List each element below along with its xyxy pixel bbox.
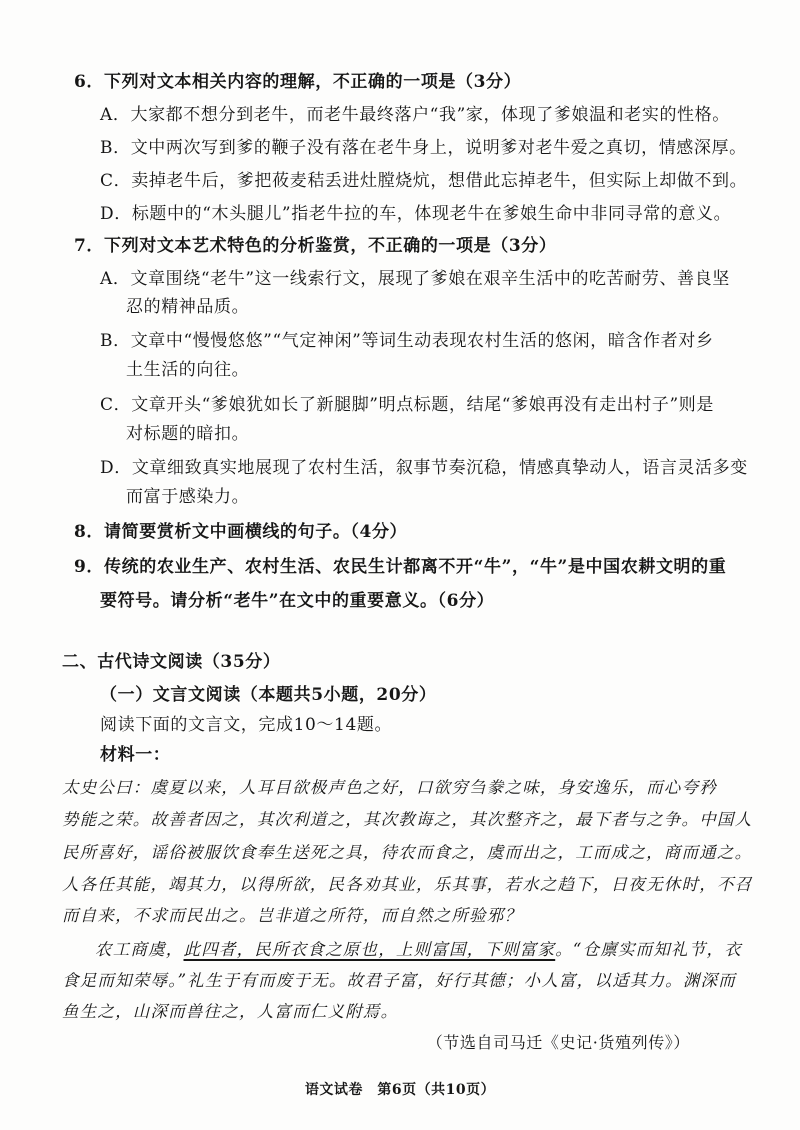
question-7-option-c-cont: 对标题的暗扣。 <box>126 424 250 444</box>
passage-p1-line2: 势能之荣。故善者因之，其次利道之，其次教诲之，其次整齐之，最下者与之争。中国人 <box>62 810 753 829</box>
question-7-option-b-cont: 土生活的向往。 <box>126 360 250 380</box>
passage-p1-line1: 太史公曰：虞夏以来，人耳目欲极声色之好，口欲穷刍豢之味，身安逸乐，而心夸矜 <box>62 778 717 797</box>
question-8: 8．请简要赏析文中画横线的句子。（4分） <box>74 522 408 542</box>
question-7-option-a-cont: 忍的精神品质。 <box>126 297 250 317</box>
question-9-line1: 9．传统的农业生产、农村生活、农民生计都离不开“牛”，“牛”是中国农耕文明的重 <box>74 557 727 577</box>
passage-p2-line2: 食足而知荣辱。”礼生于有而废于无。故君子富，好行其德；小人富，以适其力。渊深而 <box>62 971 736 990</box>
passage-p1-line3: 民所喜好，谣俗被服饮食奉生送死之具，待农而食之，虞而出之，工而成之，商而通之。 <box>62 843 753 862</box>
question-6-option-a: A．大家都不想分到老牛，而老牛最终落户“我”家，体现了爹娘温和老实的性格。 <box>100 105 730 125</box>
question-7-stem: 7．下列对文本艺术特色的分析鉴赏，不正确的一项是（3分） <box>74 236 557 256</box>
question-6-stem: 6．下列对文本相关内容的理解，不正确的一项是（3分） <box>74 72 522 92</box>
underlined-sentence: 此四者，民所衣食之原也，上则富国，下则富家 <box>183 940 556 959</box>
question-9-line2: 要符号。请分析“老牛”在文中的重要意义。（6分） <box>100 591 495 611</box>
section-2-title: 二、古代诗文阅读（35分） <box>62 652 281 672</box>
question-7-option-d: D．文章细致真实地展现了农村生活，叙事节奏沉稳，情感真挚动人，语言灵活多变 <box>100 458 748 478</box>
passage-p2-line1 <box>95 938 742 962</box>
question-7-option-a: A．文章围绕“老牛”这一线索行文，展现了爹娘在艰辛生活中的吃苦耐劳、善良坚 <box>100 269 730 289</box>
material-1-label: 材料一： <box>100 745 171 765</box>
question-6-option-c: C．卖掉老牛后，爹把莜麦秸丢进灶膛烧炕，想借此忘掉老牛，但实际上却做不到。 <box>100 171 748 191</box>
question-6-option-b: B．文中两次写到爹的鞭子没有落在老牛身上，说明爹对老牛爱之真切，情感深厚。 <box>100 138 747 158</box>
question-6-option-d: D．标题中的“木头腿儿”指老牛拉的车，体现老牛在爹娘生命中非同寻常的意义。 <box>100 204 732 224</box>
passage-p1-line5: 而自来，不求而民出之。岂非道之所符，而自然之所验邪？ <box>62 906 523 925</box>
passage-p1-line4: 人各任其能，竭其力，以得所欲，民各劝其业，乐其事，若水之趋下，日夜无休时，不召 <box>62 875 753 894</box>
passage-p2-line1-end: 。“仓廪实而知礼节，衣 <box>555 940 742 959</box>
passage-source: （节选自司马迁《史记·货殖列传》） <box>426 1033 690 1052</box>
question-7-option-b: B．文章中“慢慢悠悠”“气定神闲”等词生动表现农村生活的悠闲，暗含作者对乡 <box>100 331 714 351</box>
question-7-option-c: C．文章开头“爹娘犹如长了新腿脚”明点标题，结尾“爹娘再没有走出村子”则是 <box>100 395 714 415</box>
passage-p2-line1-start: 农工商虞， <box>95 940 184 959</box>
page-footer: 语文试卷 第6页（共10页） <box>304 1082 496 1098</box>
question-7-option-d-cont: 而富于感染力。 <box>126 487 250 507</box>
section-2-instruction: 阅读下面的文言文，完成10～14题。 <box>100 715 393 735</box>
section-2-part-1-title: （一）文言文阅读（本题共5小题，20分） <box>100 685 437 705</box>
passage-p2-line3: 鱼生之，山深而兽往之，人富而仁义附焉。 <box>62 1002 399 1021</box>
